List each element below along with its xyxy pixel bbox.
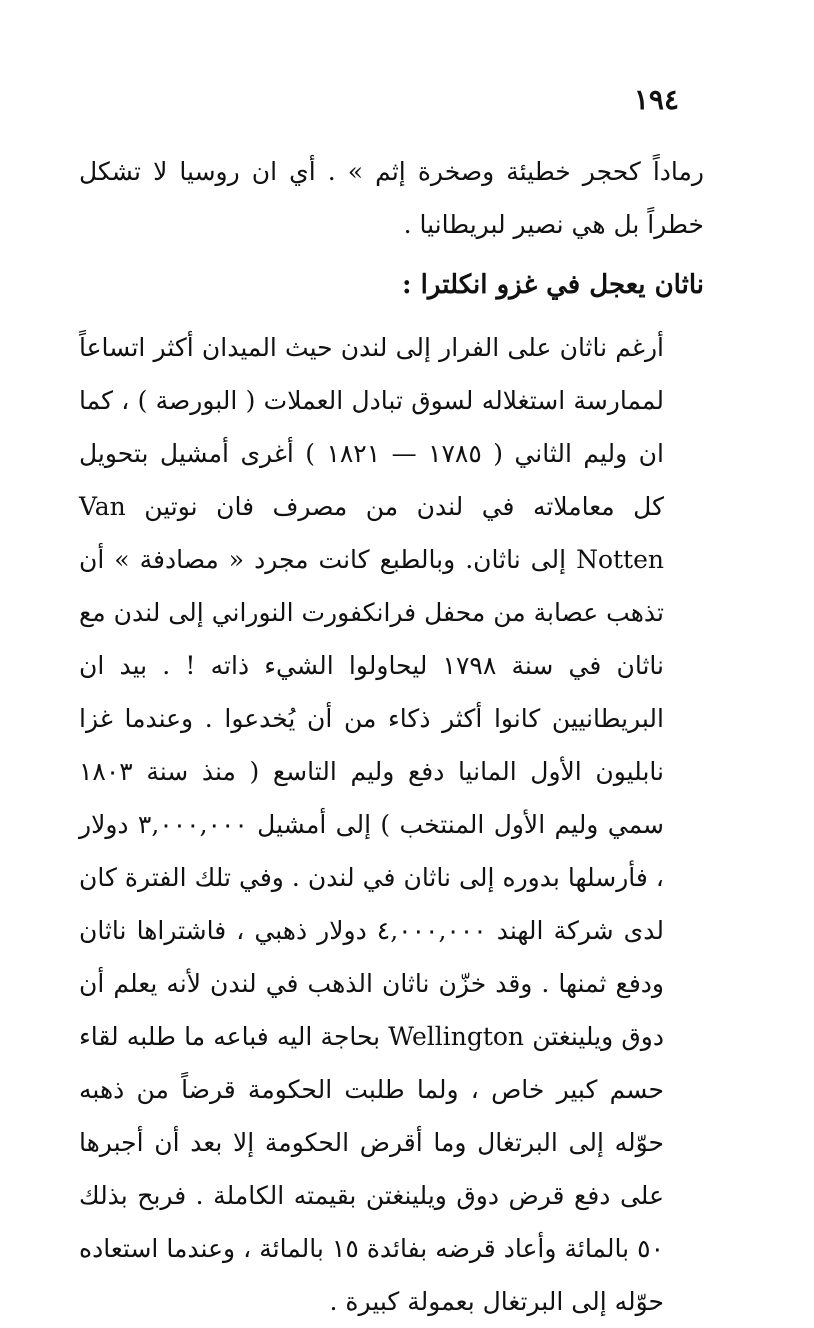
text-body [79,145,704,1328]
page-number: ١٩٤ [633,83,679,116]
section-paragraph: أرغم ناثان على الفرار إلى لندن حيث الميدان أكثر اتساعاً لممارسة استغلاله لسوق تبادل العملات ( البورصة ) ، كما ان وليم الثاني ( ١٧٨٥ — ١٨٢١ ) أغرى أمشيل بتحويل كل معاملاته في لندن من مصرف فان نوتين Van Notten إلى ناثان. وبالطبع كانت مجرد « مصادفة » أن تذهب عصابة من محفل فرانكفورت النوراني إلى لندن مع ناثان في سنة ١٧٩٨ ليحاولوا الشيء ذاته ! . بيد ان البريطانيين كانوا أكثر ذكاء من أن يُخدعوا . وعندما غزا نابليون الأول المانيا دفع وليم التاسع ( منذ سنة ١٨٠٣ سمي وليم الأول المنتخب ) إلى أمشيل ٣,٠٠٠,٠٠٠ دولار ، فأرسلها بدوره إلى ناثان في لندن . وفي تلك الفترة كان لدى شركة الهند ٤,٠٠٠,٠٠٠ دولار ذهبي ، فاشتراها ناثان ودفع ثمنها . وقد خزّن ناثان الذهب في لندن لأنه يعلم أن دوق ويلينغتن Wellington بحاجة اليه فباعه ما طلبه لقاء حسم كبير خاص ، ولما طلبت الحكومة قرضاً من ذهبه حوّله إلى البرتغال وما أقرض الحكومة إلا بعد أن أجبرها على دفع قرض دوق ويلينغتن بقيمته الكاملة . فربح بذلك ٥٠ بالمائة وأعاد قرضه بفائدة ١٥ بالمائة ، وعندما استعاده حوّله إلى البرتغال بعمولة كبيرة . [79,333,664,1316]
opening-paragraph: رماداً كحجر خطيئة وصخرة إثم » . أي ان روسيا لا تشكل خطراً بل هي نصير لبريطانيا . [79,157,704,239]
section-heading: ناثان يعجل في غزو انكلترا : [402,270,704,300]
